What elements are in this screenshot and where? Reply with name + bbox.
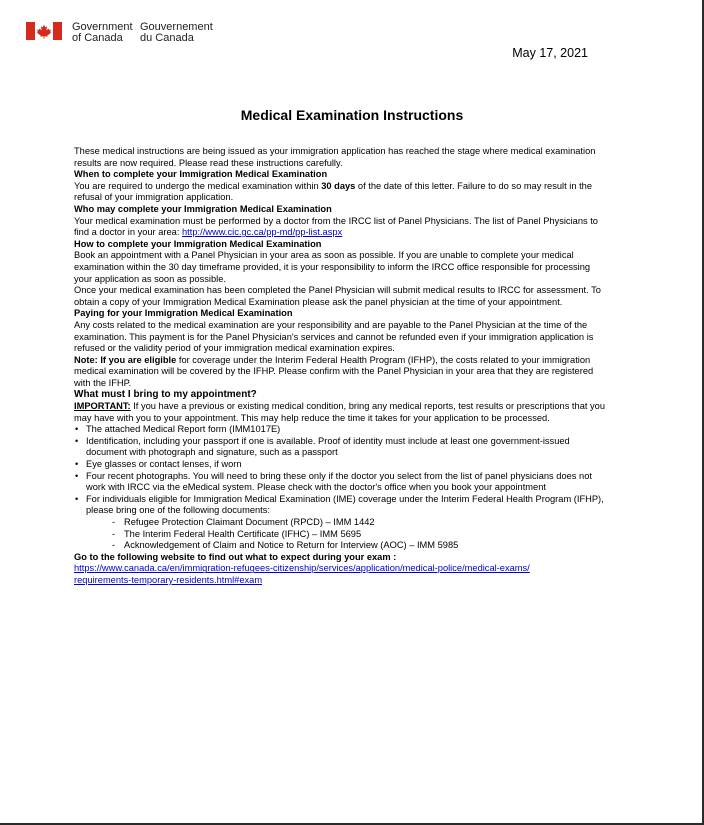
how-heading: How to complete your Immigration Medical Examination [74, 238, 322, 249]
list-item: - Acknowledgement of Claim and Notice to Return for Interview (AOC) – IMM 5985 [112, 540, 610, 552]
when-paragraph: You are required to undergo the medical examination within 30 days of the date of this letter. Failure to do so may result in the refusal of your immigration application. [74, 180, 593, 203]
paying-heading: Paying for your Immigration Medical Examination [74, 308, 293, 319]
who-paragraph: Your medical examination must be performed by a doctor from the IRCC list of Panel Physicians. The list of Panel Physicians to find a doctor in your area: http://www.cic.gc.ca/pp-md/pp-list.aspx [74, 215, 598, 238]
ifhp-note: Note: If you are eligible for coverage under the Interim Federal Health Program (IFHP), the costs related to your immigration medical examination will be covered by the IFHP. Please confirm with the Panel Physician in your area that they are registered with the IFHP. [74, 354, 594, 388]
when-heading: When to complete your Immigration Medical Examination [74, 169, 328, 180]
government-of-canada-en: Government of Canada [72, 21, 133, 44]
letter-date: May 17, 2021 [512, 46, 588, 60]
how-paragraph-1: Book an appointment with a Panel Physician in your area as soon as possible. If you are unable to complete your medical examination within the 30 day timeframe provided, it is your responsibility to inform the IRCC office responsible for processing your application as soon as possible. [74, 250, 591, 284]
intro-paragraph: These medical instructions are being issued as your immigration application has reached the stage where medical examination results are now required. Please read these instructions carefully. [74, 146, 596, 168]
website-heading: Go to the following website to find out what to expect during your exam : [74, 551, 397, 562]
panel-physicians-link[interactable]: http://www.cic.gc.ca/pp-md/pp-list.aspx [182, 227, 343, 238]
list-item: • Four recent photographs. You will need to bring these only if the doctor you select from the list of panel physicians does not work with IRCC via the eMedical system. Please check with the doctor's office when you book your appointment [74, 471, 610, 494]
government-header [26, 22, 213, 44]
important-paragraph: IMPORTANT: If you have a previous or existing medical condition, bring any medical reports, test results or prescriptions that you may have with you to your appointment. This may help reduce the time it takes for your application to be processed. [74, 401, 606, 423]
document-title: Medical Examination Instructions [240, 107, 464, 123]
list-item: • For individuals eligible for Immigration Medical Examination (IME) coverage under the Interim Federal Health Program (IFHP), please bring one of the following documents: - Refugee Protection Claimant Document (RPCD) – IMM 1442 - The Interim Federal Health Certificate (IFHC) – IMM 5695 - Acknowledgement of Claim and Notice to Return for Interview (AOC) – IMM 5985 [74, 494, 610, 552]
medical-exam-website-link-cont[interactable]: requirements-temporary-residents.html#exam [74, 574, 263, 585]
who-heading: Who may complete your Immigration Medical Examination [74, 203, 332, 214]
how-paragraph-2: Once your medical examination has been completed the Panel Physician will submit medical results to IRCC for assessment. To obtain a copy of your Immigration Medical Examination please ask the panel physician at the time of your appointment. [74, 285, 601, 307]
list-item: • Identification, including your passport if one is available. Proof of identity must include at least one government-issued document with photograph and signature, such as a passport [74, 436, 610, 459]
list-item: - Refugee Protection Claimant Document (RPCD) – IMM 1442 [112, 517, 610, 529]
canada-flag-icon [26, 22, 62, 40]
paying-paragraph: Any costs related to the medical examination are your responsibility and are payable to the Panel Physician at the time of the examination. This payment is for the Panel Physician's services and cannot be refunded even if your immigration application is refused or the validity period of your immigration medical examination expires. [74, 319, 594, 354]
bring-heading: What must I bring to my appointment? [74, 389, 257, 401]
list-item: • The attached Medical Report form (IMM1017E) [74, 424, 610, 436]
list-item: • Eye glasses or contact lenses, if worn [74, 459, 610, 471]
government-of-canada-fr: Gouvernement du Canada [140, 21, 213, 44]
list-item: - The Interim Federal Health Certificate (IFHC) – IMM 5695 [112, 529, 610, 541]
medical-exam-website-link[interactable]: https://www.canada.ca/en/immigration-refugees-citizenship/services/application/medical-police/medical-exams/ [74, 563, 530, 574]
ifhp-documents-list [86, 517, 610, 552]
website-link-block [74, 563, 610, 586]
document-body [74, 146, 610, 587]
bring-list [74, 424, 610, 552]
